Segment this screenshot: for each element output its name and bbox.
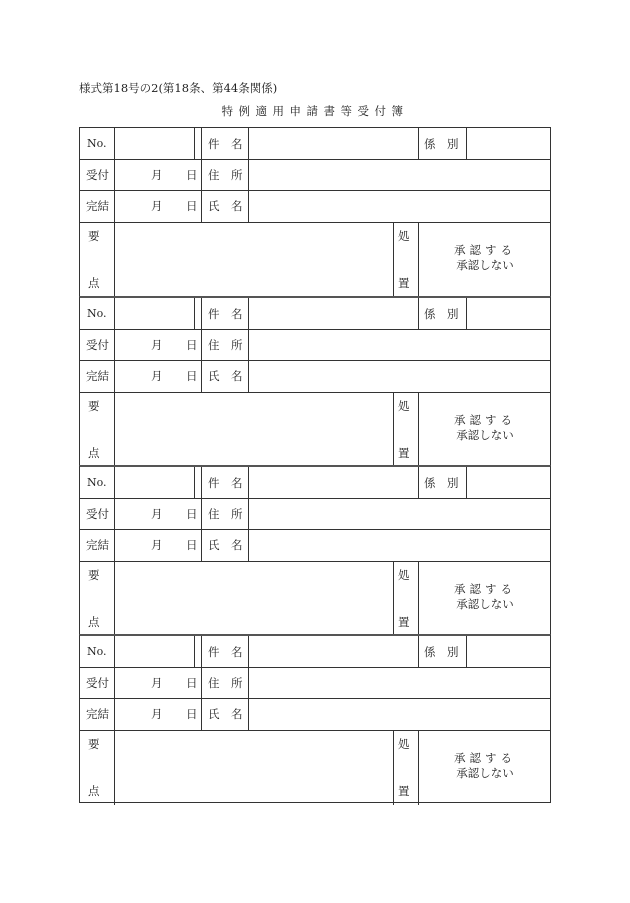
number-field[interactable] (115, 636, 201, 667)
number-label: No. (87, 307, 107, 320)
reception-ledger (79, 127, 551, 803)
day-label: 日 (186, 676, 198, 690)
received-month-field[interactable] (125, 498, 149, 529)
staff-label: 係 別 (424, 476, 459, 490)
disposition-label-top: 処 (398, 568, 410, 582)
staff-field[interactable] (467, 467, 551, 498)
ledger-entry (79, 296, 551, 465)
received-day-field[interactable] (163, 159, 185, 190)
disapprove-option[interactable]: 承認しない (456, 597, 514, 611)
case-name-label: 件 名 (208, 645, 243, 659)
staff-field[interactable] (467, 128, 551, 159)
address-label: 住 所 (208, 168, 243, 182)
column-divider (393, 730, 394, 805)
month-label: 月 (151, 507, 163, 521)
received-label: 受付 (86, 338, 109, 352)
summary-field[interactable] (115, 392, 393, 467)
month-label: 月 (151, 369, 163, 383)
approve-option[interactable]: 承認する (454, 751, 516, 765)
completed-label: 完結 (86, 538, 109, 552)
received-day-field[interactable] (163, 667, 185, 698)
completed-label: 完結 (86, 369, 109, 383)
name-label: 氏 名 (208, 707, 243, 721)
received-month-field[interactable] (125, 667, 149, 698)
column-divider (114, 498, 115, 561)
received-label: 受付 (86, 168, 109, 182)
staff-field[interactable] (467, 636, 551, 667)
address-label: 住 所 (208, 338, 243, 352)
received-label: 受付 (86, 676, 109, 690)
case-name-field[interactable] (249, 636, 418, 667)
completed-day-field[interactable] (163, 360, 185, 392)
disapprove-option[interactable]: 承認しない (456, 766, 514, 780)
received-day-field[interactable] (163, 498, 185, 529)
name-label: 氏 名 (208, 199, 243, 213)
number-field[interactable] (115, 467, 201, 498)
column-divider (418, 636, 419, 667)
approve-option[interactable]: 承認する (454, 243, 516, 257)
month-label: 月 (151, 676, 163, 690)
day-label: 日 (186, 168, 198, 182)
column-divider (114, 159, 115, 222)
completed-month-field[interactable] (125, 698, 149, 730)
column-divider (393, 561, 394, 636)
completed-label: 完結 (86, 707, 109, 721)
applicant-name-field[interactable] (249, 190, 551, 222)
disposition-label-bottom: 置 (398, 276, 410, 290)
summary-label-top: 要 (88, 568, 100, 582)
case-name-label: 件 名 (208, 476, 243, 490)
month-label: 月 (151, 538, 163, 552)
column-divider (393, 392, 394, 467)
address-label: 住 所 (208, 676, 243, 690)
month-label: 月 (151, 199, 163, 213)
disposition-label-bottom: 置 (398, 446, 410, 460)
disposition-label-top: 処 (398, 737, 410, 751)
staff-label: 係 別 (424, 307, 459, 321)
disapprove-option[interactable]: 承認しない (456, 258, 514, 272)
disposition-label-top: 処 (398, 229, 410, 243)
case-name-label: 件 名 (208, 137, 243, 151)
day-label: 日 (186, 707, 198, 721)
applicant-name-field[interactable] (249, 360, 551, 392)
completed-day-field[interactable] (163, 698, 185, 730)
column-divider (201, 128, 202, 222)
disposition-options (419, 582, 551, 612)
case-name-label: 件 名 (208, 307, 243, 321)
ledger-entry (79, 465, 551, 634)
day-label: 日 (186, 507, 198, 521)
disposition-label-top: 処 (398, 399, 410, 413)
completed-month-field[interactable] (125, 190, 149, 222)
staff-field[interactable] (467, 298, 551, 329)
column-divider (393, 222, 394, 297)
received-month-field[interactable] (125, 159, 149, 190)
day-label: 日 (186, 538, 198, 552)
completed-month-field[interactable] (125, 360, 149, 392)
column-divider (418, 298, 419, 329)
form-reference: 様式第18号の2(第18条、第44条関係) (79, 81, 278, 95)
summary-label-bottom: 点 (88, 615, 100, 629)
form-title: 特例適用申請書等受付簿 (221, 104, 409, 118)
staff-label: 係 別 (424, 137, 459, 151)
staff-label: 係 別 (424, 645, 459, 659)
month-label: 月 (151, 338, 163, 352)
summary-label-bottom: 点 (88, 276, 100, 290)
day-label: 日 (186, 369, 198, 383)
name-label: 氏 名 (208, 538, 243, 552)
summary-field[interactable] (115, 222, 393, 297)
address-label: 住 所 (208, 507, 243, 521)
address-field[interactable] (249, 498, 551, 529)
summary-label-top: 要 (88, 737, 100, 751)
summary-label-bottom: 点 (88, 446, 100, 460)
disposition-options (419, 413, 551, 443)
summary-field[interactable] (115, 730, 393, 805)
approve-option[interactable]: 承認する (454, 413, 516, 427)
disposition-options (419, 751, 551, 781)
number-field[interactable] (115, 298, 201, 329)
column-divider (201, 467, 202, 561)
month-label: 月 (151, 168, 163, 182)
ledger-entry (79, 127, 551, 296)
disposition-label-bottom: 置 (398, 784, 410, 798)
column-divider (201, 298, 202, 392)
received-label: 受付 (86, 507, 109, 521)
completed-day-field[interactable] (163, 190, 185, 222)
summary-label-top: 要 (88, 229, 100, 243)
case-name-field[interactable] (249, 128, 418, 159)
completed-month-field[interactable] (125, 529, 149, 561)
completed-label: 完結 (86, 199, 109, 213)
number-field[interactable] (115, 128, 201, 159)
summary-label-top: 要 (88, 399, 100, 413)
column-divider (114, 329, 115, 392)
address-field[interactable] (249, 159, 551, 190)
column-divider (201, 636, 202, 730)
day-label: 日 (186, 199, 198, 213)
applicant-name-field[interactable] (249, 698, 551, 730)
disposition-options (419, 243, 551, 273)
ledger-entry (79, 634, 551, 803)
applicant-name-field[interactable] (249, 529, 551, 561)
address-field[interactable] (249, 667, 551, 698)
address-field[interactable] (249, 329, 551, 360)
case-name-field[interactable] (249, 467, 418, 498)
summary-field[interactable] (115, 561, 393, 636)
received-month-field[interactable] (125, 329, 149, 360)
number-label: No. (87, 645, 107, 658)
disapprove-option[interactable]: 承認しない (456, 428, 514, 442)
column-divider (418, 467, 419, 498)
number-label: No. (87, 137, 107, 150)
day-label: 日 (186, 338, 198, 352)
disposition-label-bottom: 置 (398, 615, 410, 629)
number-label: No. (87, 476, 107, 489)
completed-day-field[interactable] (163, 529, 185, 561)
column-divider (114, 667, 115, 730)
summary-label-bottom: 点 (88, 784, 100, 798)
column-divider (418, 128, 419, 159)
name-label: 氏 名 (208, 369, 243, 383)
case-name-field[interactable] (249, 298, 418, 329)
received-day-field[interactable] (163, 329, 185, 360)
month-label: 月 (151, 707, 163, 721)
approve-option[interactable]: 承認する (454, 582, 516, 596)
